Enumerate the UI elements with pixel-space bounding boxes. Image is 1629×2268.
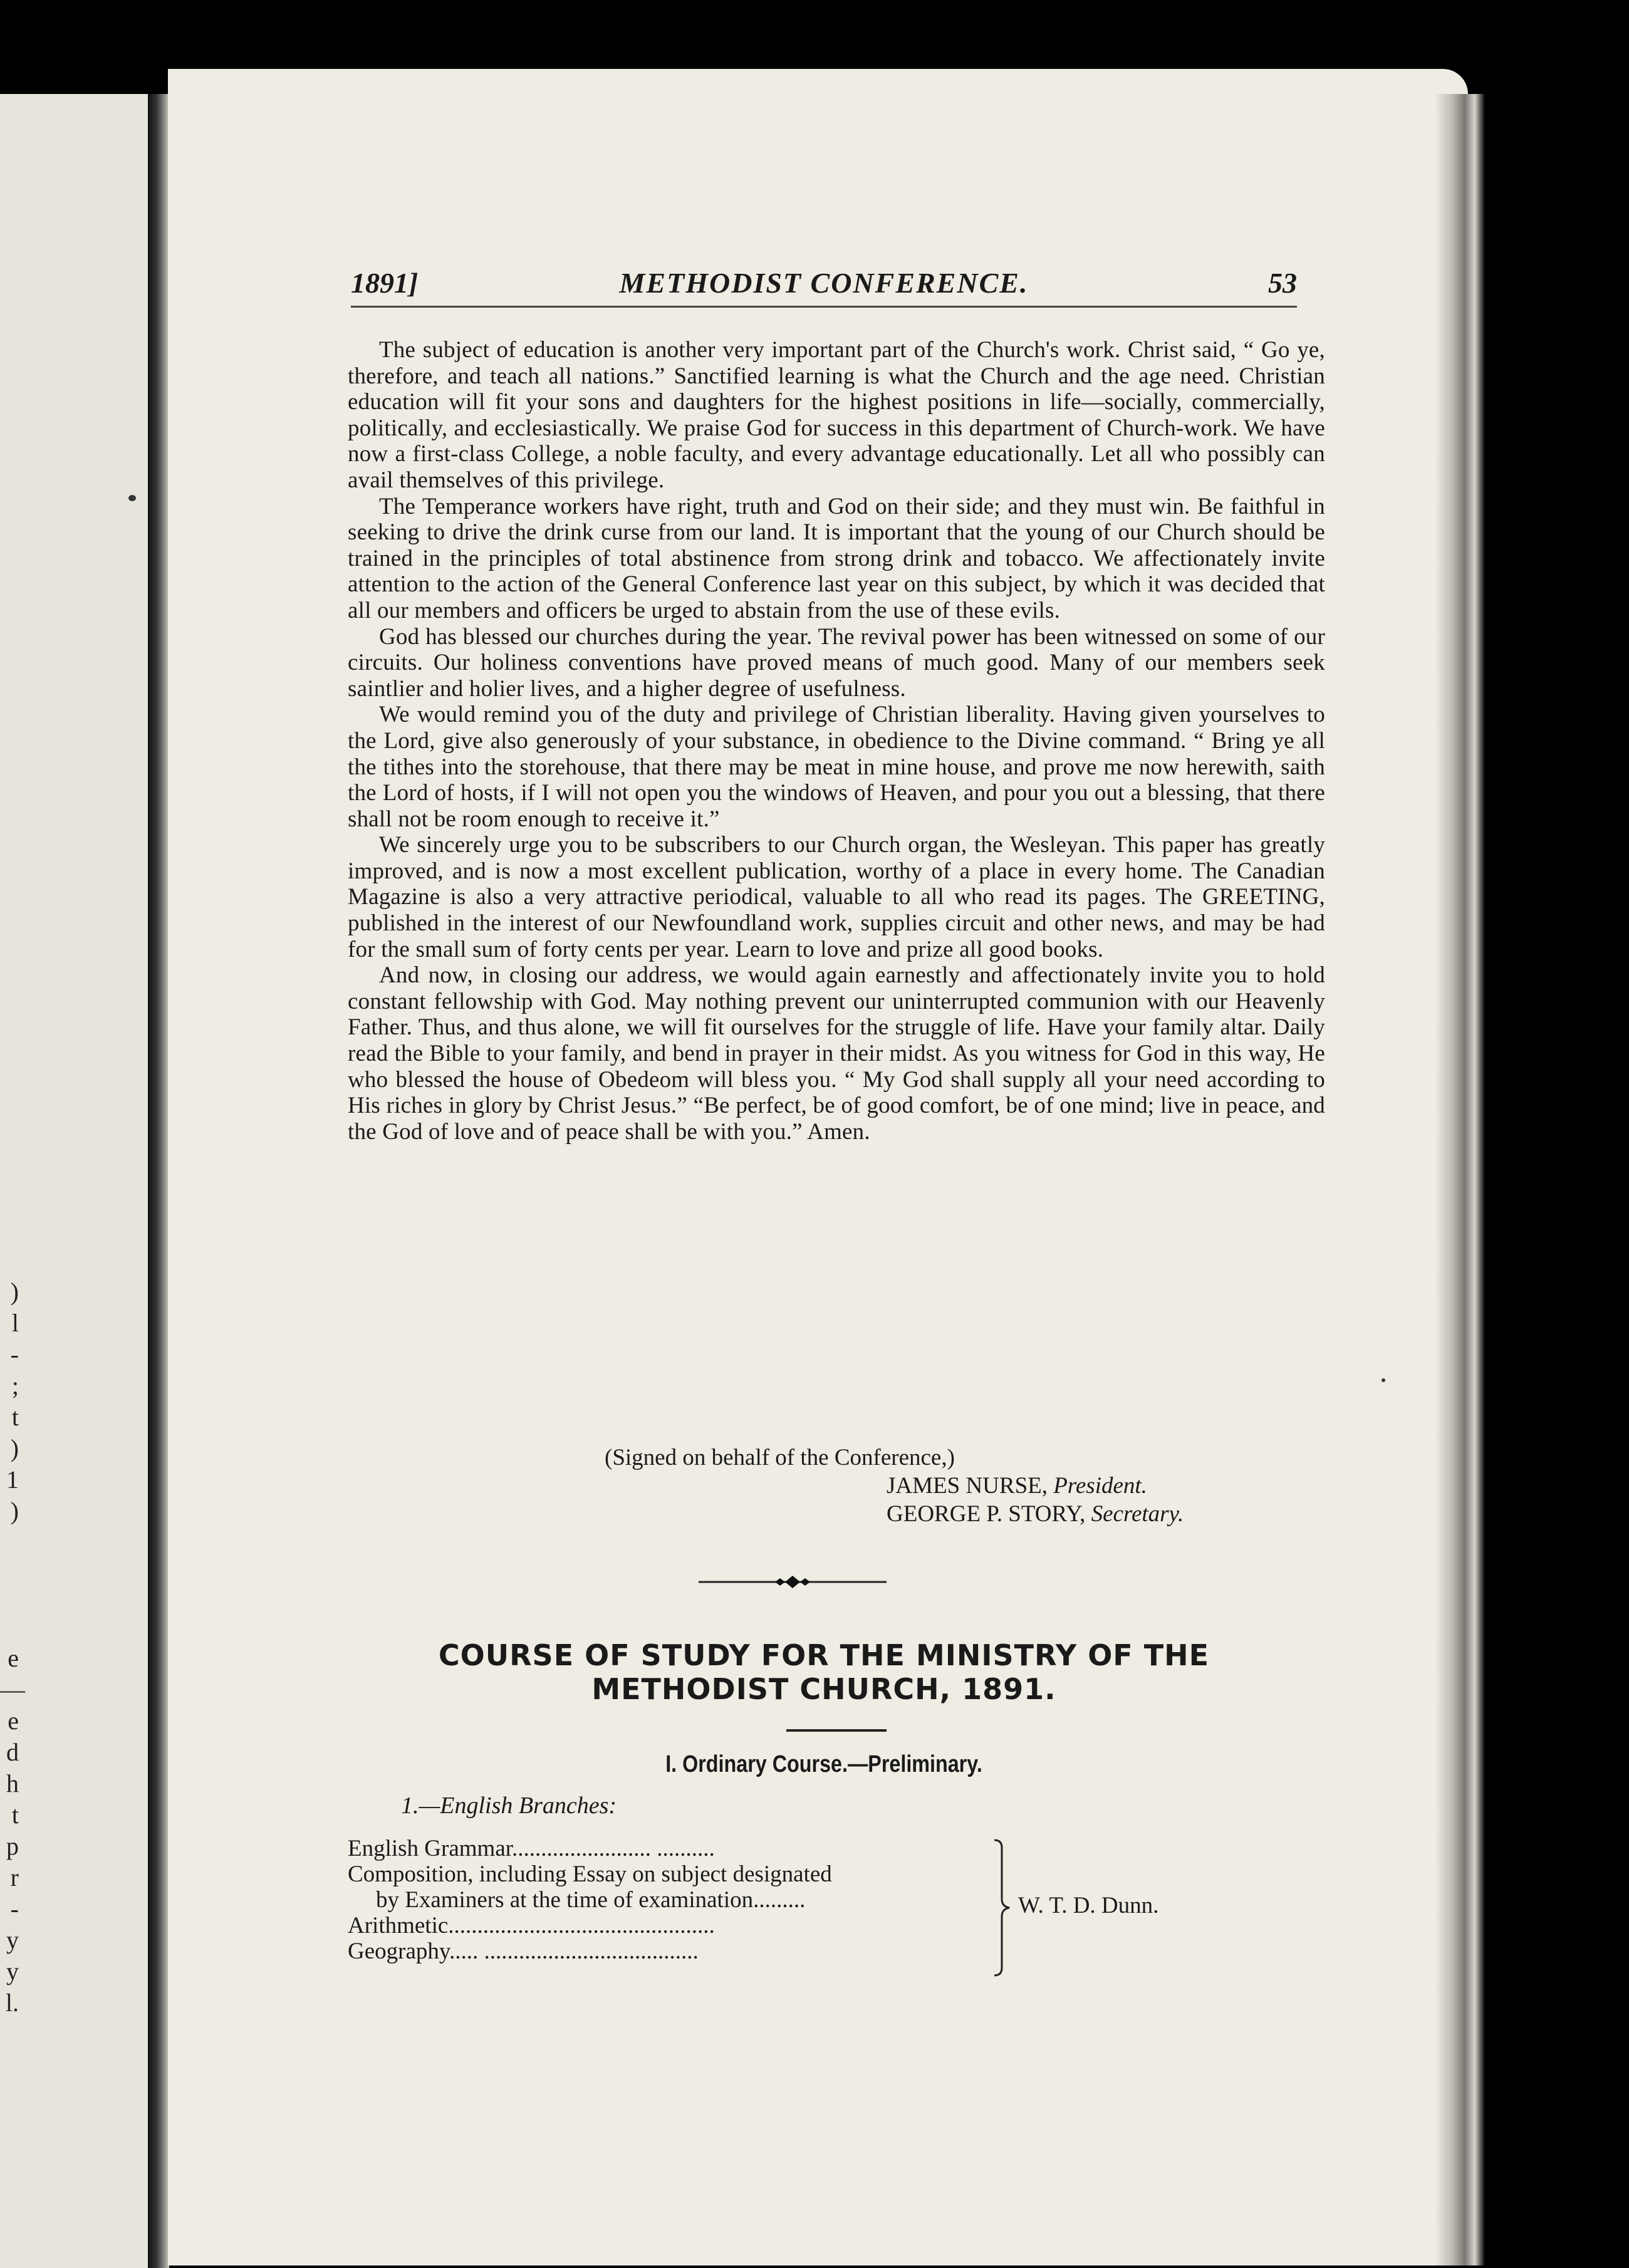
course-item: Arithmetic.............................................. <box>348 1913 715 1938</box>
margin-fragment: p <box>6 1832 19 1860</box>
margin-fragment: r <box>10 1863 19 1891</box>
margin-fragment: — <box>0 1675 25 1704</box>
course-subheading: I. Ordinary Course.—Preliminary. <box>665 1751 982 1777</box>
course-title-line2: METHODIST CHURCH, 1891. <box>591 1672 1056 1706</box>
margin-fragment: t <box>11 1403 19 1431</box>
secretary-signature <box>887 1501 1184 1527</box>
course-item: Composition, including Essay on subject designated <box>348 1861 832 1887</box>
running-header <box>351 266 1297 308</box>
ink-speck <box>1382 1378 1385 1382</box>
adjacent-page <box>0 94 157 2268</box>
secretary-name: GEORGE P. STORY, <box>887 1501 1086 1527</box>
brace <box>993 1839 1012 1977</box>
course-item: English Grammar........................ .......... <box>348 1836 715 1861</box>
header-year: 1891] <box>351 267 419 299</box>
president-signature <box>887 1472 1147 1499</box>
header-title: METHODIST CONFERENCE. <box>619 267 1029 299</box>
margin-fragment: y <box>6 1957 19 1985</box>
margin-fragment: e <box>8 1644 19 1672</box>
president-name: JAMES NURSE, <box>887 1473 1048 1499</box>
paragraph-church-organ: We sincerely urge you to be subscribers to our Church organ, the Wesleyan. This paper has greatly improved, and is now a most excellent publication, worthy of a place in every home. The Canadian Magazine is also a very attractive periodical, valuable to all who read its pages. The GREETING, published in the interest of our Newfoundland work, supplies circuit and other news, and may be had for the small sum of forty cents per year. Learn to love and prize all good books. <box>348 832 1325 962</box>
margin-fragment: l. <box>5 1989 19 2017</box>
margin-fragment: ) <box>10 1277 19 1306</box>
margin-fragment: ; <box>11 1371 19 1400</box>
paragraph-closing: And now, in closing our address, we would again earnestly and affectionately invite you to hold constant fellowship with God. May nothing prevent our uninterrupted communion with our Heavenly Father. Thus, and thus alone, we will fit ourselves for the struggle of life. Have your family altar. Daily read the Bible to your family, and bend in prayer in their midst. As you witness for God in this way, He who blessed the house of Obedeom will bless you. “ My God shall supply all your need according to His riches in glory by Christ Jesus.” “Be perfect, be of good comfort, be of one mind; live in peace, and the God of love and of peace shall be with you.” Amen. <box>348 962 1325 1145</box>
secretary-title: Secretary. <box>1091 1501 1184 1527</box>
margin-fragment: 1 <box>6 1465 19 1494</box>
margin-fragment: - <box>10 1340 19 1368</box>
margin-fragment: - <box>10 1895 19 1923</box>
margin-fragment: t <box>11 1801 19 1829</box>
margin-fragment: ) <box>10 1497 19 1525</box>
title-rule <box>786 1729 887 1732</box>
book-gutter <box>148 94 169 2268</box>
paragraph-education: The subject of education is another very important part of the Church's work. Christ said, “ Go ye, therefore, and teach all nations.” Sanctified learning is what the Church and the age need. Christian education will fit your sons and daughters for the highest positions in life—socially, commercially, politically, and ecclesiastically. We praise God for success in this department of Church-work. We have now a first-class College, a noble faculty, and every advantage educationally. Let all who possibly can avail themselves of this privilege. <box>348 337 1325 493</box>
course-title-line1: COURSE OF STUDY FOR THE MINISTRY OF THE <box>438 1638 1210 1672</box>
course-item: Geography..... ..................................... <box>348 1938 699 1964</box>
margin-fragment: ) <box>10 1434 19 1462</box>
course-items <box>348 1836 999 1964</box>
ornament-divider <box>699 1569 887 1594</box>
branch-heading: 1.—English Branches: <box>401 1792 617 1819</box>
margin-fragment: d <box>6 1738 19 1766</box>
ink-speck <box>128 495 136 501</box>
paragraph-liberality: We would remind you of the duty and privilege of Christian liberality. Having given yourselves to the Lord, give also generously of your substance, in obedience to the Divine command. “ Bring ye all the tithes into the storehouse, that there may be meat in mine house, and prove me now herewith, saith the Lord of hosts, if I will not open you the windows of Heaven, and pour you out a blessing, that there shall not be room enough to receive it.” <box>348 702 1325 832</box>
examiner-name: W. T. D. Dunn. <box>1018 1893 1159 1918</box>
address-body <box>348 337 1325 1145</box>
margin-fragment: h <box>6 1769 19 1797</box>
page-edge <box>1435 94 1485 2265</box>
course-item: by Examiners at the time of examination......... <box>376 1887 806 1913</box>
margin-fragment: e <box>8 1707 19 1735</box>
course-title <box>363 1638 1284 1706</box>
margin-fragment: y <box>6 1926 19 1954</box>
paragraph-temperance: The Temperance workers have right, truth and God on their side; and they must win. Be faithful in seeking to drive the drink curse from our land. It is important that the young of our Church should be trained in the principles of total abstinence from strong drink and tobacco. We affectionately invite attention to the action of the General Conference last year on this subject, by which it was decided that all our members and officers be urged to abstain from the use of these evils. <box>348 493 1325 623</box>
page-number: 53 <box>1268 267 1297 299</box>
paragraph-revival: God has blessed our churches during the year. The revival power has been witnessed on some of our circuits. Our holiness conventions have proved means of much good. Many of our members seek saintlier and holier lives, and a higher degree of usefulness. <box>348 623 1325 702</box>
margin-fragment: l <box>11 1309 19 1337</box>
signed-on-behalf: (Signed on behalf of the Conference,) <box>605 1445 955 1470</box>
president-title: President. <box>1053 1473 1147 1499</box>
